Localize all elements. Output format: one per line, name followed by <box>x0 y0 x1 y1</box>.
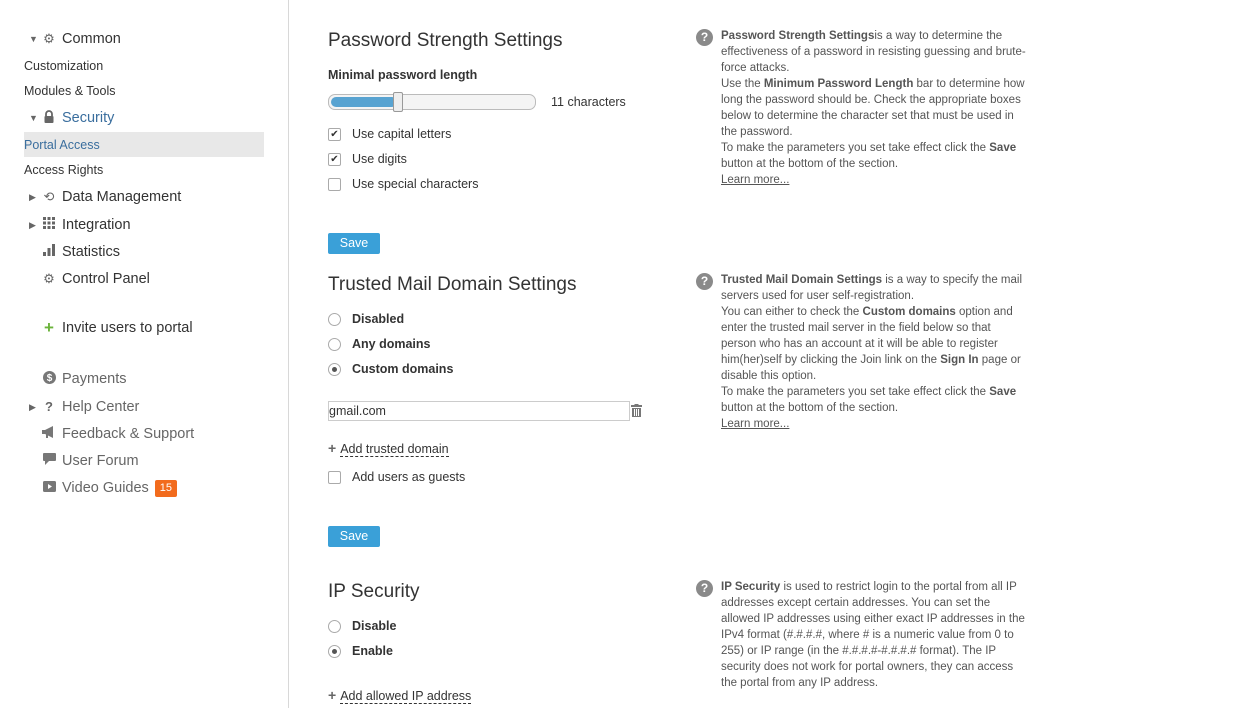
min-length-label: Minimal password length <box>328 68 478 82</box>
help-text: button at the bottom of the section. <box>721 402 899 414</box>
password-length-value: 11 characters <box>551 95 626 109</box>
help-text: bar to determine how long the password should be. Check the appropriate boxes below to determine the character set that must be used in the password. <box>721 78 1025 138</box>
caret-right-icon[interactable]: ▶ <box>29 402 36 412</box>
sidebar-item-label: Access Rights <box>24 163 104 177</box>
learn-more-link[interactable]: Learn more... <box>721 174 790 186</box>
help-text: page or disable this option. <box>721 354 1021 382</box>
sidebar-item-label: Common <box>62 31 121 47</box>
password-section-title: Password Strength Settings <box>328 30 563 51</box>
svg-text:$: $ <box>46 373 52 384</box>
sidebar-item-label: Security <box>62 110 115 126</box>
help-text: To make the parameters you set take effect click the <box>721 142 990 154</box>
bar-chart-icon <box>41 244 57 260</box>
add-allowed-ip-label: Add allowed IP address <box>340 689 472 703</box>
add-trusted-domain-label: Add trusted domain <box>340 442 449 456</box>
help-text: button at the bottom of the section. <box>721 158 899 170</box>
sidebar <box>0 0 289 708</box>
trusted-help-text <box>721 272 1026 432</box>
question-circle-icon: ? <box>696 580 713 597</box>
trusted-domain-input[interactable]: gmail.com <box>328 401 630 421</box>
sidebar-item-customization[interactable] <box>24 54 103 78</box>
question-circle-icon: ? <box>696 29 713 46</box>
learn-more-link[interactable]: Learn more... <box>721 418 790 430</box>
help-text: option and enter the trusted mail server in the field below so that person who has an account at it will be able to register him(her)self by clicking the Join link on the <box>721 306 1013 366</box>
checkbox-checked[interactable]: ✔ <box>328 153 341 166</box>
caret-right-icon[interactable]: ▶ <box>29 192 36 202</box>
add-allowed-ip-link[interactable] <box>328 687 471 703</box>
lock-icon <box>41 110 57 126</box>
radio-on[interactable] <box>328 645 341 658</box>
trusted-save-button[interactable]: Save <box>328 526 380 547</box>
password-save-button[interactable]: Save <box>328 233 380 254</box>
question-circle-icon: ? <box>696 273 713 290</box>
sidebar-item-label: Feedback & Support <box>62 426 195 442</box>
invite-users-label: Invite users to portal <box>62 320 193 336</box>
password-length-slider[interactable] <box>328 94 536 110</box>
add-trusted-domain-link[interactable] <box>328 440 449 456</box>
video-guides-text: Video Guides <box>62 480 149 496</box>
sidebar-item-portal-access[interactable] <box>24 133 100 157</box>
checkbox-unchecked[interactable] <box>328 471 341 484</box>
slider-fill <box>331 97 397 107</box>
radio-label: Disable <box>352 619 397 633</box>
radio-label: Disabled <box>352 312 405 326</box>
help-text: is a way to determine the effectiveness of a password in resisting guessing and brute-force attacks. <box>721 30 1026 74</box>
grid-icon <box>41 217 57 233</box>
ip-section-title: IP Security <box>328 581 420 602</box>
dollar-icon <box>41 371 57 387</box>
sidebar-item-label: Control Panel <box>62 271 150 287</box>
password-help-text <box>721 28 1026 188</box>
caret-down-icon[interactable]: ▼ <box>29 113 38 123</box>
help-bold: Custom domains <box>862 306 956 318</box>
caret-right-icon[interactable]: ▶ <box>29 220 36 230</box>
help-text: Use the <box>721 78 764 90</box>
sidebar-item-label: Payments <box>62 371 127 387</box>
sidebar-item-label: Help Center <box>62 399 140 415</box>
checkbox-unchecked[interactable] <box>328 178 341 191</box>
radio-off[interactable] <box>328 620 341 633</box>
help-bold: Save <box>989 386 1017 398</box>
radio-on[interactable] <box>328 363 341 376</box>
trusted-section-title: Trusted Mail Domain Settings <box>328 274 577 295</box>
sidebar-item-label: Data Management <box>62 189 182 205</box>
ip-help-text <box>721 579 1026 691</box>
radio-label: Any domains <box>352 337 431 351</box>
sidebar-item-label: Statistics <box>62 244 121 260</box>
megaphone-icon <box>41 426 57 442</box>
sidebar-item-label <box>62 476 177 500</box>
speech-bubble-icon <box>41 453 57 469</box>
question-icon: ? <box>45 399 53 414</box>
help-bold: Sign In <box>940 354 979 366</box>
help-bold: Minimum Password Length <box>763 78 914 90</box>
help-title: Password Strength Settings <box>721 30 875 42</box>
sidebar-item-label: Modules & Tools <box>24 84 116 98</box>
radio-label: Custom domains <box>352 362 454 376</box>
play-video-icon <box>41 480 57 496</box>
plus-icon: + <box>328 687 337 703</box>
checkbox-label: Use special characters <box>352 177 479 191</box>
plus-icon: + <box>44 318 54 337</box>
count-badge: 15 <box>155 480 177 497</box>
checkbox-label: Use digits <box>352 152 407 166</box>
checkbox-label: Add users as guests <box>352 470 466 484</box>
plus-icon: + <box>328 440 337 456</box>
radio-off[interactable] <box>328 338 341 351</box>
help-text: is a way to specify the mail servers used for user self-registration. <box>721 274 1023 302</box>
checkbox-label: Use capital letters <box>352 127 452 141</box>
checkbox-checked[interactable]: ✔ <box>328 128 341 141</box>
radio-label: Enable <box>352 644 393 658</box>
slider-thumb[interactable] <box>393 92 403 112</box>
sidebar-item-modules-tools[interactable] <box>24 79 116 103</box>
radio-off[interactable] <box>328 313 341 326</box>
help-bold: Save <box>989 142 1017 154</box>
sidebar-item-label: Portal Access <box>24 138 100 152</box>
refresh-icon: ⟲ <box>43 189 55 204</box>
help-text: To make the parameters you set take effect click the <box>721 386 990 398</box>
sidebar-item-access-rights[interactable] <box>24 158 103 182</box>
help-text: You can either to check the <box>721 306 863 318</box>
help-title: Trusted Mail Domain Settings <box>721 274 883 286</box>
help-title: IP Security <box>721 581 781 593</box>
sidebar-item-label: Customization <box>24 59 104 73</box>
help-text: is used to restrict login to the portal from all IP addresses except certain addresses. You can set the allowed IP addresses using either exact IP addresses in the IPv4 format (#.#.#.#, where # is a numeric value from 0 to 255) or IP range (in the #.#.#.#-#.#.#.# format). The IP security does not work for portal owners, they can access the portal from any IP address. <box>721 581 1025 689</box>
sidebar-item-label: Integration <box>62 217 131 233</box>
control-panel-icon: ⚙ <box>43 271 55 286</box>
caret-down-icon[interactable]: ▼ <box>29 34 38 44</box>
gear-icon: ⚙ <box>43 31 55 46</box>
trash-icon[interactable] <box>631 404 642 420</box>
sidebar-item-label: User Forum <box>62 453 139 469</box>
